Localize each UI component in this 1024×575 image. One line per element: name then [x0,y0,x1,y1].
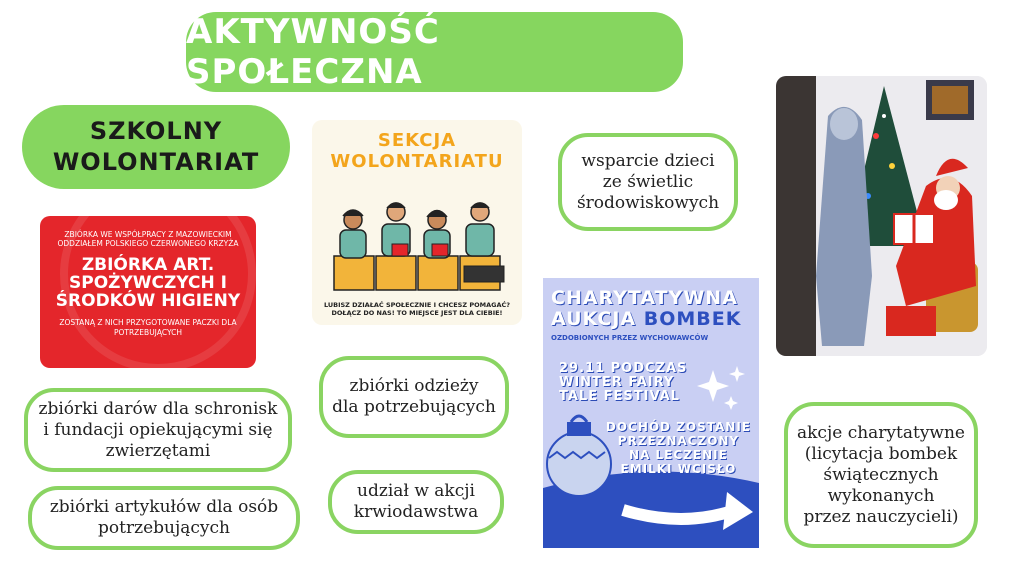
auction-income-line-4: EMILKI WCISŁO [620,462,737,476]
bubble-line: zwierzętami [105,440,211,461]
wolontariat-line-1: SZKOLNY [89,117,223,145]
section-heading [312,130,522,172]
auction-date-line-1: 29.11 PODCZAS [559,361,688,376]
bubble-line: (licytacja bombek [804,443,958,464]
auction-income-text [606,420,751,476]
bubble-blood-donation [328,470,504,534]
poster-decoration-ring [60,216,256,368]
sparkle-icon [729,366,745,382]
section-caption: LUBISZ DZIAŁAĆ SPOŁECZNIE I CHCESZ POMAGAĆ? DOŁĄCZ DO NAS! TO MIEJSCE JEST DLA CIEBIE! [323,301,511,317]
poster-bottom-text: ZOSTANĄ Z NICH PRZYGOTOWANE PACZKI DLA POTRZEBUJĄCYCH [59,318,237,337]
bubble-line: świątecznych [823,464,939,485]
bubble-line: krwiodawstwa [353,502,479,522]
section-heading-line-1: SEKCJA [377,130,457,151]
section-heading-line-2: WOLONTARIATU [330,151,504,172]
auction-date-line-2: WINTER FAIRY [559,375,675,390]
wolontariat-line-2: WOLONTARIAT [52,148,260,176]
bubble-line: przez nauczycieli) [803,506,959,527]
christmas-photo [776,76,987,356]
bubble-line: udział w akcji [357,481,475,501]
auction-graphics [543,278,759,548]
bubble-line: i fundacji opiekującymi się [43,419,273,440]
wolontariat-label [22,105,290,189]
poster-headline-line-3: ŚRODKÓW HIGIENY [55,291,241,311]
volunteers-illustration [312,184,522,304]
poster-headline-line-1: ZBIÓRKA ART. [81,255,215,275]
bubble-charity-actions [784,402,978,548]
red-cross-collection-poster [40,216,256,368]
bubble-line: zbiórki odzieży [349,376,479,396]
auction-income-line-3: NA LECZENIE [629,448,728,462]
bubble-line: zbiórki artykułów dla osób [49,497,279,517]
bubble-line: akcje charytatywne [797,422,965,443]
auction-title-line-1: CHARYTATYWNA [551,287,738,309]
bubble-animal-shelters [24,388,292,472]
bubble-line: potrzebujących [98,518,230,538]
sparkle-icon [724,396,738,410]
bubble-clothing-collection [319,356,509,438]
bubble-community-centers [558,133,738,231]
poster-top-text: ZBIÓRKA WE WSPÓŁPRACY Z MAZOWIECKIM ODDZIAŁEM POLSKIEGO CZERWONEGO KRZYŻA [57,230,239,248]
charity-auction-poster [543,278,759,548]
auction-title-bombek: BOMBEK [643,308,742,330]
bubble-goods-collection [28,486,300,550]
auction-subtitle: OZDOBIONYCH PRZEZ WYCHOWAWCÓW [551,334,709,342]
bubble-line: środowiskowych [576,192,720,213]
bubble-line: zbiórki darów dla schronisk [38,398,278,419]
page-title: AKTYWNOŚĆ SPOŁECZNA [186,12,683,92]
auction-income-line-2: PRZEZNACZONY [617,434,740,448]
volunteer-section-poster [312,120,522,325]
poster-headline-line-2: SPOŻYWCZYCH I [69,273,227,293]
bubble-line: dla potrzebujących [332,397,496,417]
auction-title-aukcja: AUKCJA [551,308,637,330]
bauble-icon [547,432,611,496]
christmas-scene-image [776,76,987,356]
auction-income-line-1: DOCHÓD ZOSTANIE [605,420,751,434]
bubble-line: wsparcie dzieci [581,150,715,171]
bubble-line: ze świetlic [602,171,694,192]
auction-date-line-3: TALE FESTIVAL [559,389,680,404]
bubble-line: wykonanych [827,485,935,506]
sparkle-icon [697,370,729,402]
